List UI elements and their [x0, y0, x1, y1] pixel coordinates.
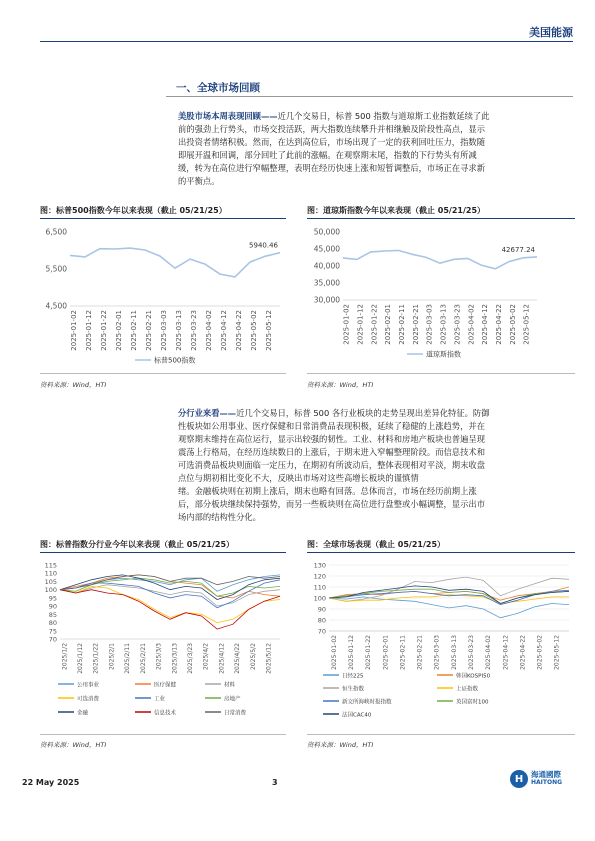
y-tick-label: 115 — [44, 561, 57, 570]
legend-label: 日常消费 — [224, 710, 247, 717]
y-tick-label: 90 — [48, 602, 57, 611]
x-tick-label: 2025-03-03 — [433, 635, 441, 670]
end-value-label: 42677.24 — [501, 245, 535, 254]
global-line-chart — [307, 555, 575, 728]
y-tick-label: 100 — [313, 594, 326, 603]
x-tick-label: 2025-03-03 — [425, 304, 434, 345]
y-tick-label: 75 — [48, 627, 57, 636]
figure-title-sp500: 图：标普500指数今年以来表现（截止 05/21/25） — [40, 206, 227, 215]
legend-label: 标普500指数 — [154, 356, 196, 365]
series-line-5 — [329, 589, 569, 603]
y-tick-label: 80 — [48, 619, 57, 628]
figure-source: 资料来源：Wind，HTI — [40, 741, 107, 749]
x-tick-label: 2025-02-11 — [397, 304, 406, 345]
x-tick-label: 2025-01-22 — [370, 304, 379, 345]
x-tick-label: 2025/3/3 — [155, 643, 163, 670]
paragraph-line: 的平衡点。 — [178, 176, 220, 186]
y-tick-label: 80 — [317, 616, 326, 625]
paragraph-line: 即展开温和回调，部分回吐了此前的涨幅。在观察期末尾，指数的下行势头有所减 — [178, 150, 477, 160]
paragraph-line: 前的强劲上行势头，市场交投活跃，两大指数连续攀升并相继触及阶段性高点，显示 — [178, 124, 485, 134]
y-tick-label: 40,000 — [313, 261, 340, 271]
x-tick-label: 2025-02-11 — [130, 310, 138, 351]
paragraph-line: 性板块如公用事业、医疗保健和日常消费品表现积极，延续了稳健的上涨趋势，并在 — [178, 421, 485, 431]
x-tick-label: 2025/2/21 — [139, 643, 147, 674]
series-line-5 — [60, 578, 280, 596]
y-tick-label: 90 — [317, 605, 326, 614]
legend-label: 英国富时100 — [456, 699, 489, 706]
x-tick-label: 2025-03-23 — [468, 635, 475, 670]
x-tick-label: 2025-04-12 — [502, 635, 510, 670]
legend-label: 材料 — [224, 682, 236, 689]
paragraph-line: 震荡上行格局，在经历连续数日的上涨后，于期末进入窄幅整理阶段。而信息技术和 — [178, 447, 485, 457]
paragraph-line: 分行业来看——近几个交易日，标普 500 各行业板块的走势呈现出差异化特征。防御 — [178, 408, 490, 418]
figure-title-global: 图：全球市场表现（截止 05/21/25） — [307, 540, 446, 549]
x-tick-label: 2025/3/13 — [171, 643, 179, 674]
x-tick-label: 2025/3/23 — [187, 643, 194, 674]
legend-label: 上证指数 — [456, 686, 479, 693]
figure-rule — [40, 552, 286, 553]
x-tick-label: 2025-05-12 — [553, 635, 561, 670]
footer-date: 22 May 2025 — [22, 778, 80, 787]
y-tick-label: 85 — [48, 610, 57, 619]
paragraph-line: 绪。金融板块则在初期上涨后，期末也略有回落。总体而言，市场在经历前期上涨 — [178, 486, 477, 496]
paragraph-line: 观察期末维持在高位运行，显示出较强的韧性。工业、材料和房地产板块也普遍呈现 — [178, 434, 485, 444]
y-tick-label: 110 — [44, 569, 57, 578]
end-value-label: 5940.46 — [249, 241, 278, 250]
sector-review-paragraph — [178, 407, 576, 524]
y-tick-label: 70 — [48, 635, 57, 644]
y-tick-label: 100 — [44, 586, 57, 595]
x-tick-label: 2025-03-13 — [175, 310, 183, 351]
x-tick-label: 2025/4/12 — [218, 643, 226, 674]
figure-title-dow: 图：道琼斯指数今年以来表现（截止 05/21/25） — [307, 206, 486, 215]
x-tick-label: 2025-01-02 — [342, 304, 351, 345]
x-tick-label: 2025/2/1 — [108, 643, 116, 670]
legend-label: 公用事业 — [77, 682, 100, 689]
y-tick-label: 130 — [313, 561, 326, 570]
figure-source: 资料来源：Wind，HTI — [307, 741, 374, 749]
x-tick-label: 2025-04-02 — [485, 635, 493, 670]
series-line-0 — [70, 248, 280, 277]
x-tick-label: 2025-02-01 — [384, 304, 393, 345]
y-tick-label: 5,500 — [45, 264, 67, 274]
market-review-paragraph — [178, 110, 576, 188]
paragraph-line: 场内部的结构性分化。 — [178, 512, 261, 522]
y-tick-label: 110 — [313, 583, 326, 592]
x-tick-label: 2025-02-21 — [416, 635, 424, 670]
y-tick-label: 50,000 — [313, 227, 340, 237]
x-tick-label: 2025-04-02 — [205, 310, 213, 351]
x-tick-label: 2025-02-21 — [145, 310, 153, 351]
x-tick-label: 2025-02-01 — [115, 310, 123, 351]
x-tick-label: 2025-01-12 — [348, 635, 355, 670]
figure-source: 资料来源：Wind，HTI — [307, 381, 374, 389]
source-rule — [307, 734, 575, 735]
x-tick-label: 2025-03-23 — [190, 310, 198, 351]
y-tick-label: 120 — [313, 572, 326, 581]
legend-label: 恒生指数 — [342, 686, 365, 693]
x-tick-label: 2025-05-02 — [250, 310, 258, 351]
x-tick-label: 2025-01-22 — [365, 635, 373, 670]
x-tick-label: 2025-01-12 — [356, 304, 365, 345]
y-tick-label: 70 — [317, 627, 326, 636]
legend-label: 信息技术 — [154, 710, 177, 717]
company-logo — [510, 770, 562, 788]
header-rule — [40, 41, 573, 42]
legend-label: 法国CAC40 — [342, 712, 372, 719]
paragraph-line: 点位与期初相比变化不大，反映出市场对这些高增长板块的谨慎情 — [178, 473, 419, 483]
legend-label: 金融 — [77, 710, 89, 717]
legend-label: 日经225 — [342, 673, 364, 680]
x-tick-label: 2025-05-02 — [508, 304, 517, 345]
paragraph-line: 可选消费品板块则面临一定压力，在期初有所波动后，整体表现相对平淡，期末收盘 — [178, 460, 485, 470]
x-tick-label: 2025-04-12 — [481, 304, 490, 345]
logo-text-en: HAITONG — [531, 779, 563, 786]
paragraph-line: 美股市场本周表现回顾——近几个交易日，标普 500 指数与道琼斯工业指数延续了此 — [178, 111, 490, 121]
paragraph-lead: 分行业来看—— — [178, 408, 237, 418]
x-tick-label: 2025-03-13 — [439, 304, 448, 345]
x-tick-label: 2025-05-12 — [522, 304, 531, 345]
x-tick-label: 2025-04-22 — [494, 304, 503, 345]
logo-icon: H — [510, 770, 528, 788]
x-tick-label: 2025/5/2 — [249, 643, 257, 670]
x-tick-label: 2025-01-02 — [330, 635, 338, 670]
legend-label: 医疗保健 — [154, 682, 177, 689]
x-tick-label: 2025-04-12 — [220, 310, 228, 351]
x-tick-label: 2025-02-11 — [399, 635, 407, 670]
figure-rule — [307, 552, 575, 553]
x-tick-label: 2025-01-22 — [100, 310, 108, 351]
x-tick-label: 2025/4/2 — [202, 643, 210, 670]
legend-label: 新交所海峡时报指数 — [342, 699, 392, 706]
source-rule — [40, 373, 286, 374]
figure-rule — [307, 218, 575, 219]
x-tick-label: 2025-02-21 — [411, 304, 420, 345]
x-tick-label: 2025-02-01 — [382, 635, 390, 670]
y-tick-label: 30,000 — [313, 295, 340, 305]
x-tick-label: 2025-03-23 — [453, 304, 462, 345]
source-rule — [307, 373, 575, 374]
x-tick-label: 2025/5/12 — [265, 643, 273, 674]
report-header-title: 美国能源 — [529, 26, 573, 39]
x-tick-label: 2025-04-22 — [519, 635, 527, 670]
x-tick-label: 2025-05-12 — [265, 310, 273, 351]
figure-title-sectors: 图：标普指数分行业今年以来表现（截止 05/21/25） — [40, 540, 235, 549]
x-tick-label: 2025-01-02 — [70, 310, 78, 351]
legend-label: 韩国KOSPI50 — [456, 673, 491, 680]
y-tick-label: 105 — [44, 577, 57, 586]
x-tick-label: 2025/4/22 — [234, 643, 242, 674]
series-line-2 — [60, 585, 280, 606]
paragraph-line: 出投资者情绪积极。然而，在达到高位后，市场出现了一定的获利回吐压力，指数随 — [178, 137, 485, 147]
legend-label: 可选消费 — [77, 696, 100, 703]
y-tick-label: 95 — [48, 594, 57, 603]
section-title: 一、全球市场回顾 — [176, 82, 260, 94]
sp500-line-chart — [40, 220, 286, 368]
page-number: 3 — [272, 778, 278, 787]
y-tick-label: 35,000 — [313, 278, 340, 288]
x-tick-label: 2025/1/22 — [92, 643, 100, 674]
section-rule — [166, 96, 573, 97]
x-tick-label: 2025-03-13 — [450, 635, 458, 670]
paragraph-line: 缓，转为在高位进行窄幅整理，表明在经历快速上涨和短暂调整后，市场正在寻求新 — [178, 163, 485, 173]
paragraph-lead: 美股市场本周表现回顾—— — [178, 111, 278, 121]
legend-label: 道琼斯指数 — [426, 350, 461, 359]
x-tick-label: 2025-01-12 — [85, 310, 93, 351]
source-rule — [40, 734, 286, 735]
sector-line-chart — [40, 555, 286, 728]
legend-label: 工业 — [154, 696, 166, 703]
x-tick-label: 2025/1/2 — [61, 643, 69, 670]
y-tick-label: 6,500 — [45, 227, 67, 237]
paragraph-line: 后，部分板块继续保持强势，而另一些板块则在高位进行盘整或小幅调整，显示出市 — [178, 499, 485, 509]
y-tick-label: 4,500 — [45, 301, 67, 311]
dow-line-chart — [307, 220, 575, 368]
y-tick-label: 45,000 — [313, 244, 340, 254]
x-tick-label: 2025/1/12 — [77, 643, 84, 674]
figure-source: 资料来源：Wind，HTI — [40, 381, 107, 389]
x-tick-label: 2025/2/11 — [124, 643, 132, 674]
x-tick-label: 2025-04-22 — [235, 310, 243, 351]
logo-text-cn: 海通國際 — [531, 770, 561, 779]
legend-label: 房地产 — [224, 696, 241, 703]
x-tick-label: 2025-05-02 — [536, 635, 544, 670]
x-tick-label: 2025-04-02 — [467, 304, 476, 345]
x-tick-label: 2025-03-03 — [160, 310, 168, 351]
series-line-2 — [329, 577, 569, 601]
figure-rule — [40, 218, 286, 219]
